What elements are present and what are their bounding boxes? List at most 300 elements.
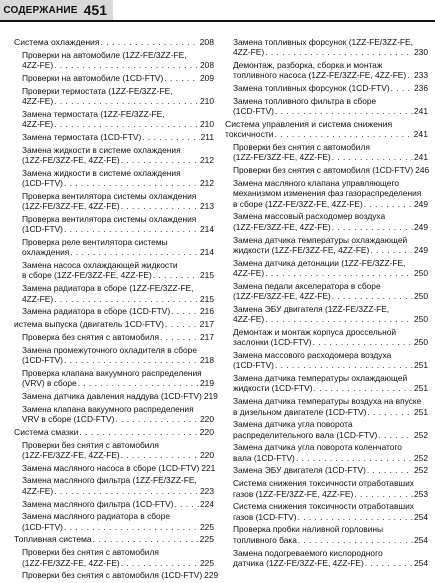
dot-leader <box>64 224 199 234</box>
toc-entry <box>14 345 214 366</box>
toc-entry-last-line <box>14 37 214 47</box>
toc-entry-line: 4ZZ-FE) <box>233 267 265 278</box>
toc-entry-line: Система смазки <box>14 426 79 437</box>
toc-entry-line: Проверка клапана вакуумного распределения <box>22 367 202 378</box>
toc-entry-line: (1ZZ-FE/3ZZ-FE, 4ZZ-FE) <box>22 154 120 165</box>
dot-leader <box>64 522 199 532</box>
dot-leader <box>275 129 413 139</box>
toc-entry-last-line <box>22 558 214 568</box>
toc-entry-last-line <box>233 535 428 545</box>
toc-page-number: 215 <box>200 270 214 281</box>
toc-entry <box>14 237 214 258</box>
toc-entry-line: охлаждения <box>22 247 70 258</box>
toc-entry-line: (1ZZ-FE/3ZZ-FE, 4ZZ-FE) <box>233 221 331 232</box>
toc-entry-line: Замена масляного радиатора в сборе <box>22 511 171 522</box>
toc-entry-line: в дизельном двигателе (1CD-FTV) <box>233 406 367 417</box>
toc-entry-last-line <box>22 522 214 532</box>
toc-entry-line: Проверка вентилятора системы охлаждения <box>22 190 197 201</box>
toc-page-number: 251 <box>414 406 428 417</box>
dot-leader <box>64 355 199 365</box>
toc-entry <box>14 440 214 461</box>
toc-entry <box>225 419 428 440</box>
toc-entry-line: топливного бака <box>233 534 297 545</box>
toc-page-number: 249 <box>414 244 428 255</box>
page-number: 451 <box>83 2 107 18</box>
toc-page-number: 208 <box>200 60 214 71</box>
toc-entry-line: Замена массовый расходомер воздуха <box>233 211 386 222</box>
dot-leader <box>121 450 199 460</box>
toc-entry <box>225 548 428 569</box>
dot-leader <box>275 106 413 116</box>
toc-page-number: 254 <box>414 557 428 568</box>
dot-leader <box>54 60 199 70</box>
toc-page-number: 250 <box>414 337 428 348</box>
toc-entry <box>14 511 214 532</box>
toc-page-number: 225 <box>200 557 214 568</box>
dot-leader <box>160 332 199 342</box>
toc-entry <box>14 306 214 316</box>
toc-entry-line: (1CD-FTV) <box>22 224 63 235</box>
toc-entry-line: Проверка пробки наливной горловины <box>233 524 384 535</box>
toc-entry <box>225 142 428 163</box>
header-bar <box>0 0 113 20</box>
toc-entry-line: Замена датчика детонации (1ZZ-FE/3ZZ-FE, <box>233 257 406 268</box>
toc-entry-line: Замена радиатора в сборе (1ZZ-FE/3ZZ-FE, <box>22 283 194 294</box>
toc-page-number: 210 <box>200 95 214 106</box>
dot-leader <box>54 119 199 129</box>
toc-page-number: 252 <box>414 452 428 463</box>
toc-entry-line: Проверка реле вентилятора системы <box>22 237 168 248</box>
dot-leader <box>407 70 413 80</box>
toc-entry-line: Замена подогреваемого кислородного <box>233 547 383 558</box>
toc-entry-line: токсичности <box>225 129 274 140</box>
toc-entry-line: Замена массового расходомера воздуха <box>233 350 392 361</box>
toc-entry-last-line <box>22 96 214 106</box>
dot-leader <box>54 294 199 304</box>
toc-entry-line: Проверки без снятия с автомобиля (1CD-FTV) <box>22 570 203 581</box>
dot-leader <box>332 291 413 301</box>
toc-entry-last-line <box>22 332 214 342</box>
toc-entry-line: Замена топливных форсунок (1CD-FTV) <box>233 83 390 94</box>
toc-entry-last-line <box>22 486 214 496</box>
toc-entry-line: 4ZZ-FE) <box>22 60 54 71</box>
toc-entry-last-line <box>22 306 214 316</box>
toc-entry-line: газов (1ZZ-FE/3ZZ-FE, 4ZZ-FE) <box>233 488 354 499</box>
toc-page-number: 218 <box>200 355 214 366</box>
dot-leader <box>298 512 413 522</box>
toc-entry-line: Проверка без снятия с автомобиля <box>22 331 160 342</box>
toc-entry-line: Замена датчика угла поворота <box>233 419 353 430</box>
toc-entry <box>225 465 428 475</box>
toc-entry-line: Замена масляного насоса в сборе (1CD-FTV) <box>22 462 200 473</box>
dot-leader <box>332 222 413 232</box>
toc-entry-line: распределительного вала (1CD-FTV) <box>233 429 378 440</box>
toc-entry-line: Замена ЭБУ двигателя (1CD-FTV) <box>233 465 366 476</box>
toc-entry-last-line <box>22 132 214 142</box>
toc-entry-last-line <box>233 489 428 499</box>
toc-entry-line: Проверки термостата (1ZZ-FE/3ZZ-FE, <box>22 85 173 96</box>
toc-entry <box>14 145 214 166</box>
toc-page-number: 241 <box>414 152 428 163</box>
toc-entry <box>225 96 428 117</box>
toc-entry-last-line <box>22 355 214 365</box>
toc-entry <box>225 37 428 58</box>
dot-leader <box>367 407 413 417</box>
toc-section <box>14 319 214 329</box>
toc-entry <box>225 350 428 371</box>
toc-page-number: 220 <box>199 426 214 437</box>
toc-entry <box>14 73 214 83</box>
dot-leader <box>265 47 413 57</box>
toc-entry-line: Топливная система <box>14 534 92 545</box>
dot-leader <box>79 427 198 437</box>
toc-entry-last-line <box>233 291 428 301</box>
dot-leader <box>275 360 413 370</box>
toc-entry-line: Замена датчика угла поворота коленчатого <box>233 442 402 453</box>
toc-page-number: 250 <box>414 267 428 278</box>
toc-entry-line: Проверка вентилятора системы охлаждения <box>22 213 197 224</box>
toc-entry <box>14 499 214 509</box>
toc-entry <box>225 83 428 93</box>
toc-page-number: 241 <box>414 106 428 117</box>
toc-entry-line: Замена педали акселератора в сборе <box>233 280 381 291</box>
toc-entry-last-line <box>225 129 428 139</box>
toc-entry-line: (1CD-FTV) <box>233 360 274 371</box>
header-title: СОДЕРЖАНИЕ <box>3 4 78 16</box>
toc-entry <box>225 60 428 81</box>
toc-entry <box>14 132 214 142</box>
toc-entry-line: вала (1CD-FTV) <box>233 452 295 463</box>
toc-entry-last-line <box>22 60 214 70</box>
toc-entry <box>225 442 428 463</box>
toc-entry <box>225 478 428 499</box>
toc-entry-last-line <box>22 570 219 581</box>
toc-entry-line: Проверки без снятия с автомобиля <box>22 547 159 558</box>
dot-leader <box>54 486 199 496</box>
dot-leader <box>164 73 199 83</box>
toc-entry-last-line <box>22 73 214 83</box>
toc-entry-line: (1ZZ-FE/3ZZ-FE, 4ZZ-FE) <box>233 291 331 302</box>
toc-entry-last-line <box>233 152 428 162</box>
toc-page-number: 233 <box>414 70 428 81</box>
toc-entry-line: Замена клапана вакуумного распределения <box>22 403 194 414</box>
toc-entry-line: Проверки без снятия с автомобиля <box>22 439 159 450</box>
toc-entry-last-line <box>22 378 214 388</box>
toc-entry-last-line <box>233 83 428 93</box>
toc-entry <box>14 475 214 496</box>
toc-entry-line: 4ZZ-FE) <box>233 47 265 58</box>
toc-entry-line: Замена жидкости в системе охлаждения <box>22 167 181 178</box>
toc-entry-last-line <box>233 360 428 370</box>
toc-entry-last-line <box>22 201 214 211</box>
toc-page-number: 219 <box>200 378 214 389</box>
toc-entry-line: 4ZZ-FE) <box>233 314 265 325</box>
toc-entry <box>14 86 214 107</box>
toc-page-number: 217 <box>199 319 214 330</box>
dot-leader <box>121 155 199 165</box>
toc-page-number: 250 <box>414 314 428 325</box>
dot-leader <box>354 489 413 499</box>
toc-page-number: 230 <box>414 47 428 58</box>
toc-entry <box>225 524 428 545</box>
toc-entry-line: Замена термостата (1ZZ-FE/3ZZ-FE, <box>22 108 165 119</box>
toc-entry-last-line <box>233 199 428 209</box>
toc-page-number: 208 <box>199 37 214 47</box>
toc-entry-last-line <box>233 558 428 568</box>
dot-leader <box>115 414 199 424</box>
dot-leader <box>64 178 199 188</box>
dot-leader <box>367 465 413 475</box>
toc-entry-line: жидкости (1ZZ-FE/3ZZ-FE, 4ZZ-FE) <box>233 244 370 255</box>
toc-page-number: 210 <box>200 119 214 130</box>
toc-entry-last-line <box>14 319 214 329</box>
toc-entry-line: Замена топливных форсунок (1ZZ-FE/3ZZ-FE, <box>233 37 413 47</box>
toc-page-number: 246 <box>415 165 430 176</box>
toc-page-number: 254 <box>414 534 428 545</box>
dot-leader <box>70 247 199 257</box>
toc-entry-line: Проверки без снятия с автомобиля <box>233 142 370 153</box>
dot-leader <box>142 132 199 142</box>
toc-page-number: 220 <box>200 414 214 424</box>
dot-leader <box>364 199 413 209</box>
toc-entry-line: датчика (1ZZ-FE/3ZZ-FE, 4ZZ-FE) <box>233 557 364 568</box>
toc-page-number: 213 <box>200 201 214 212</box>
toc-entry-last-line <box>22 499 214 509</box>
toc-page-number: 220 <box>200 449 214 460</box>
toc-entry-last-line <box>22 270 214 280</box>
toc-entry-last-line <box>233 165 428 175</box>
toc-page-number: 229 <box>204 570 219 581</box>
dot-leader <box>265 268 413 278</box>
toc-entry-line: 4ZZ-FE) <box>22 293 54 304</box>
header-rule <box>0 20 435 22</box>
dot-leader <box>265 314 413 324</box>
toc-entry-line: Система снижения токсичности отработавших <box>233 478 414 489</box>
toc-entry <box>14 50 214 71</box>
toc-entry-line: Замена термостата (1CD-FTV) <box>22 131 142 142</box>
dot-leader <box>171 306 199 316</box>
dot-leader <box>298 535 413 545</box>
toc-entry-last-line <box>14 427 214 437</box>
dot-leader <box>365 558 413 568</box>
toc-entry-line: Замена датчика температуры воздуха на впуске <box>233 396 422 407</box>
toc-entry-line: Замена ЭБУ двигателя (1ZZ-FE/3ZZ-FE, <box>233 303 390 314</box>
toc-entry <box>14 570 219 581</box>
toc-entry-line: (VRV) в сборе <box>22 378 77 389</box>
toc-entry-last-line <box>233 70 428 80</box>
toc-entry-line: механизмом изменения фаз газораспределения <box>233 188 422 199</box>
toc-entry-last-line <box>233 465 428 475</box>
toc-entry-last-line <box>233 47 428 57</box>
toc-entry <box>225 281 428 302</box>
toc-entry-last-line <box>233 512 428 522</box>
toc-entry-last-line <box>22 155 214 165</box>
toc-entry-line: 4ZZ-FE) <box>22 119 54 130</box>
toc-entry-line: Проверки на автомобиле (1ZZ-FE/3ZZ-FE, <box>22 49 187 60</box>
toc-section <box>14 534 214 544</box>
dot-leader <box>121 558 199 568</box>
toc-entry-last-line <box>14 534 214 544</box>
toc-entry <box>14 463 214 473</box>
toc-section <box>14 427 214 437</box>
toc-entry-line: Система снижения токсичности отработавших <box>233 501 414 512</box>
toc-page-number: 252 <box>414 465 428 476</box>
toc-entry-line: (1CD-FTV) <box>22 521 63 532</box>
toc-entry-last-line <box>233 407 428 417</box>
dot-leader <box>370 245 413 255</box>
toc-entry <box>225 396 428 417</box>
toc-page-number: 212 <box>200 154 214 165</box>
toc-page-number: 212 <box>200 178 214 189</box>
toc-entry <box>14 260 214 281</box>
toc-entry-line: Замена датчика температуры охлаждающей <box>233 234 408 245</box>
toc-section <box>225 119 428 140</box>
toc-entry-line: Система охлаждения <box>14 37 100 47</box>
toc-entry-last-line <box>22 390 218 401</box>
toc-page-number: 250 <box>414 291 428 302</box>
toc-entry-line: истема выпуска (двигатель 1CD-FTV) <box>14 319 164 330</box>
toc-entry-line: Замена масляного фильтра (1ZZ-FE/3ZZ-FE, <box>22 475 197 486</box>
toc-page-number: 209 <box>200 72 214 83</box>
toc-entry-line: Демонтаж и монтаж корпуса дроссельной <box>233 326 397 337</box>
toc-page-number: 249 <box>414 198 428 209</box>
toc-entry-line: (1CD-FTV) <box>22 178 63 189</box>
toc-entry-last-line <box>233 268 428 278</box>
dot-leader <box>314 383 413 393</box>
toc-page-number: 249 <box>414 221 428 232</box>
toc-page-number: 223 <box>200 485 214 496</box>
toc-entry-line: (1CD-FTV) <box>22 355 63 366</box>
toc-entry-last-line <box>233 383 428 393</box>
toc-entry <box>14 404 214 425</box>
toc-entry <box>225 211 428 232</box>
toc-entry <box>14 390 218 401</box>
toc-entry-line: Замена датчика температуры охлаждающей <box>233 373 408 384</box>
toc-entry-line: (1ZZ-FE/3ZZ-FE, 4ZZ-FE) <box>22 201 120 212</box>
toc-entry-line: 4ZZ-FE) <box>22 485 54 496</box>
toc-entry-line: Замена топливного фильтра в сборе <box>233 95 377 106</box>
toc-entry <box>14 191 214 212</box>
toc-page-number: 252 <box>414 429 428 440</box>
toc-entry-last-line <box>233 222 428 232</box>
toc-entry-line: Замена масляного клапана управляющего <box>233 178 399 189</box>
toc-section <box>14 37 214 47</box>
toc-entry-line: (1ZZ-FE/3ZZ-FE, 4ZZ-FE) <box>22 449 120 460</box>
toc-entry-line: жидкости (1CD-FTV) <box>233 383 313 394</box>
toc-entry <box>14 332 214 342</box>
toc-entry-last-line <box>233 430 428 440</box>
toc-entry-line: в сборе (1ZZ-FE/3ZZ-FE, 4ZZ-FE) <box>22 270 152 281</box>
toc-page-number: 225 <box>199 534 214 545</box>
toc-entry-line: Проверки без снятия с автомобиля (1CD-FTV) <box>233 165 414 176</box>
toc-entry-last-line <box>233 245 428 255</box>
dot-leader <box>165 319 199 329</box>
toc-entry <box>225 373 428 394</box>
toc-entry <box>14 168 214 189</box>
dot-leader <box>153 270 199 280</box>
dot-leader <box>54 96 199 106</box>
dot-leader <box>78 378 199 388</box>
toc-entry <box>14 214 214 235</box>
toc-page-number: 211 <box>200 131 214 142</box>
toc-entry-line: VRV в сборе (1CD-FTV) <box>22 414 115 424</box>
toc-entry-last-line <box>233 453 428 463</box>
toc-entry-line: (1CD-FTV) <box>233 106 274 117</box>
toc-page-number: 251 <box>414 360 428 371</box>
dot-leader <box>101 37 199 47</box>
toc-page-number: 219 <box>203 390 218 401</box>
toc-page-number: 214 <box>200 247 214 258</box>
dot-leader <box>378 430 413 440</box>
toc-page-number: 221 <box>201 462 216 473</box>
toc-entry-line: заслонки (1CD-FTV) <box>233 337 312 348</box>
toc-page-number: 241 <box>413 129 428 140</box>
toc-page-number: 254 <box>414 511 428 522</box>
toc-entry <box>225 501 428 522</box>
toc-page-number: 236 <box>414 83 428 94</box>
toc-entry-line: (1ZZ-FE/3ZZ-FE, 4ZZ-FE) <box>22 557 120 568</box>
toc-entry-line: Замена жидкости в системе охлаждения <box>22 144 181 155</box>
toc-entry-line: Проверки на автомобиле (1CD-FTV) <box>22 72 164 83</box>
toc-entry-last-line <box>233 314 428 324</box>
toc-column-right <box>225 37 428 571</box>
dot-leader <box>296 453 413 463</box>
dot-leader <box>332 152 413 162</box>
toc-entry <box>14 109 214 130</box>
toc-entry <box>14 368 214 389</box>
dot-leader <box>93 534 199 544</box>
toc-entry-line: Замена радиатора в сборе (1CD-FTV) <box>22 306 171 317</box>
toc-entry-line: (1ZZ-FE/3ZZ-FE, 4ZZ-FE) <box>233 152 331 163</box>
toc-entry-last-line <box>22 294 214 304</box>
toc-entry <box>225 235 428 256</box>
toc-entry-line: газов (1CD-FTV) <box>233 511 297 522</box>
toc-entry <box>225 178 428 209</box>
toc-page-number: 253 <box>414 488 428 499</box>
toc-entry-line: Демонтаж, разборка, сборка и монтаж <box>233 60 383 71</box>
toc-entry-line: топливного насоса (1ZZ-FE/3ZZ-FE, 4ZZ-FE) <box>233 70 407 81</box>
toc-entry-last-line <box>22 224 214 234</box>
toc-column-left <box>14 37 219 583</box>
dot-leader <box>313 337 413 347</box>
toc-entry <box>225 327 428 348</box>
toc-entry-last-line <box>22 119 214 129</box>
toc-page-number: 224 <box>200 498 214 509</box>
toc-page-number: 217 <box>200 331 214 342</box>
dot-leader <box>121 201 199 211</box>
toc-entry <box>225 304 428 325</box>
toc-entry <box>225 258 428 279</box>
toc-entry-last-line <box>22 463 214 473</box>
toc-page-number: 215 <box>200 293 214 304</box>
toc-entry <box>14 547 214 568</box>
toc-entry-last-line <box>233 337 428 347</box>
toc-page-number: 216 <box>200 306 214 317</box>
toc-entry <box>225 165 428 175</box>
toc-entry-line: 4ZZ-FE) <box>22 95 54 106</box>
toc-page-number: 214 <box>200 224 214 235</box>
toc-entry-last-line <box>22 178 214 188</box>
toc-entry-last-line <box>233 106 428 116</box>
page-header <box>0 0 435 26</box>
toc-page-number: 251 <box>414 383 428 394</box>
toc-entry-last-line <box>22 414 214 424</box>
toc-entry-line: Замена датчика давления наддува (1CD-FTV) <box>22 390 202 401</box>
toc-entry-last-line <box>22 247 214 257</box>
dot-leader <box>175 499 200 509</box>
toc-entry-line: Замена насоса охлаждающей жидкости <box>22 260 178 271</box>
toc-entry-line: Замена масляного фильтра (1CD-FTV) <box>22 498 174 509</box>
